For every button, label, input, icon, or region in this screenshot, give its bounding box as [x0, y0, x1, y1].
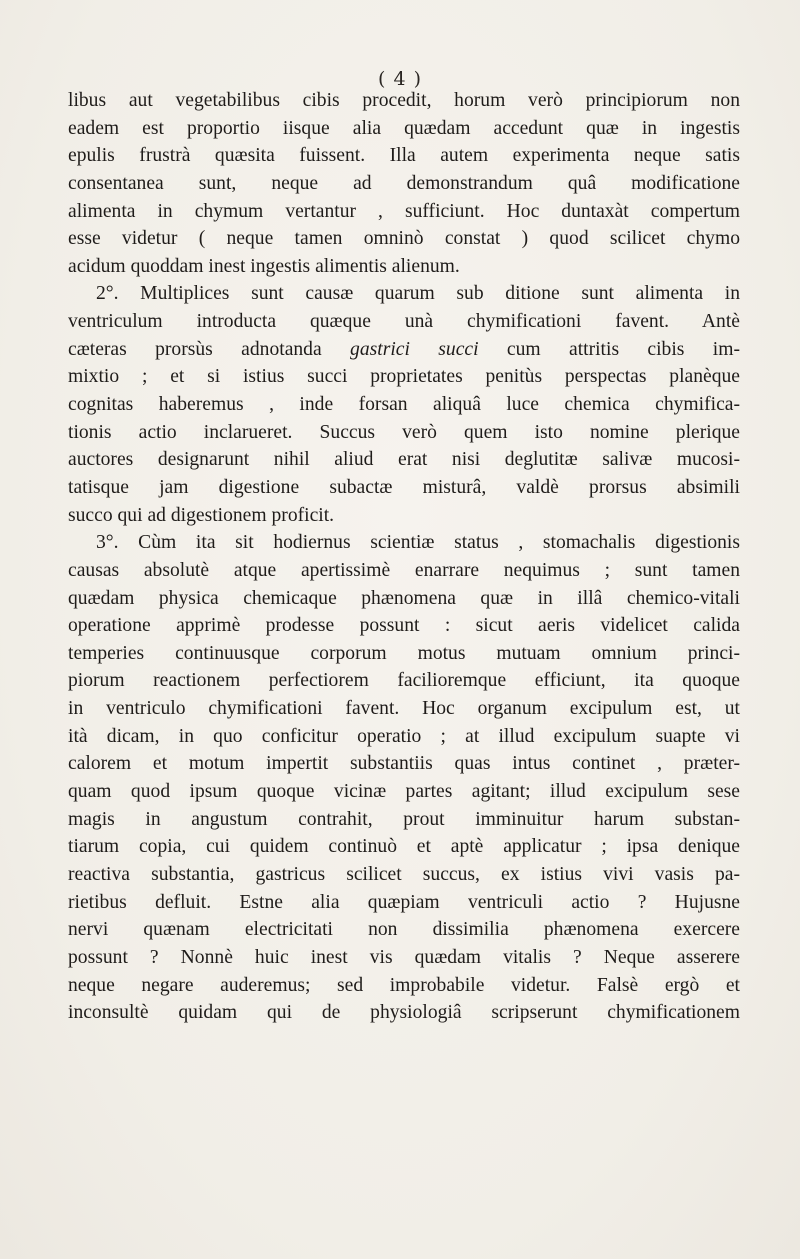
text-line-with-italic [68, 336, 740, 364]
italic-term: gastrici succi [350, 338, 479, 360]
text-line: in ventriculo chymificationi favent. Hoc organum excipulum est, ut [68, 698, 740, 720]
text-line: epulis frustrà quæsita fuissent. Illa autem experimenta neque satis [68, 145, 740, 167]
text-line: succo qui ad digestionem proficit. [68, 504, 335, 526]
text-line: alimenta in chymum vertantur , sufficiunt. Hoc duntaxàt compertum [68, 200, 740, 222]
text-line: ventriculum introducta quæque unà chymificationi favent. Antè [68, 311, 740, 333]
text-line: inconsultè quidam qui de physiologiâ scripserunt chymificationem [68, 1002, 740, 1024]
text-line: mixtio ; et si istius succi proprietates penitùs perspectas planèque [68, 366, 740, 388]
text-line: consentanea sunt, neque ad demonstrandum quâ modificatione [68, 172, 740, 194]
text-line: quædam physica chemicaque phænomena quæ in illâ chemico-vitali [68, 587, 740, 609]
text-line: nervi quænam electricitati non dissimilia phænomena exercere [68, 919, 740, 941]
text-line: eadem est proportio iisque alia quædam accedunt quæ in ingestis [68, 117, 740, 139]
text-line: auctores designarunt nihil aliud erat nisi deglutitæ salivæ mucosi- [68, 449, 740, 471]
text-line: libus aut vegetabilibus cibis procedit, horum verò principiorum non [68, 90, 740, 111]
text-line: tionis actio inclarueret. Succus verò quem isto nomine plerique [68, 421, 740, 443]
text-line: piorum reactionem perfectiorem facilioremque efficiunt, ita quoque [68, 670, 740, 692]
text-line: quam quod ipsum quoque vicinæ partes agitant; illud excipulum sese [68, 781, 740, 803]
text-line: neque negare auderemus; sed improbabile videtur. Falsè ergò et [68, 974, 740, 996]
page-number: ( 4 ) [378, 68, 422, 90]
body-text [68, 87, 740, 1027]
text-line: ità dicam, in quo conficitur operatio ; at illud excipulum suapte vi [68, 725, 740, 747]
text-line: acidum quoddam inest ingestis alimentis alienum. [68, 255, 460, 277]
text-line: operatione apprimè prodesse possunt : sicut aeris videlicet calida [68, 615, 740, 637]
paragraph-2-start: 2°. Multiplices sunt causæ quarum sub ditione sunt alimenta in [96, 283, 740, 305]
text-line: tatisque jam digestione subactæ misturâ, valdè prorsus absimili [68, 476, 740, 498]
text-line: esse videtur ( neque tamen omninò constat ) quod scilicet chymo [68, 228, 740, 250]
text-line: temperies continuusque corporum motus mutuam omnium princi- [68, 642, 740, 664]
paragraph-3-start: 3°. Cùm ita sit hodiernus scientiæ status , stomachalis digestionis [96, 532, 740, 554]
text-line: cognitas haberemus , inde forsan aliquâ luce chemica chymifica- [68, 394, 740, 416]
text-segment: cum attritis cibis im- [506, 338, 740, 360]
text-line: tiarum copia, cui quidem continuò et aptè applicatur ; ipsa denique [68, 836, 740, 858]
text-line: magis in angustum contrahit, prout imminuitur harum substan- [68, 808, 740, 830]
text-line: causas absolutè atque apertissimè enarrare nequimus ; sunt tamen [68, 559, 740, 581]
text-line: rietibus defluit. Estne alia quæpiam ventriculi actio ? Hujusne [68, 891, 740, 913]
text-line: reactiva substantia, gastricus scilicet succus, ex istius vivi vasis pa- [68, 863, 740, 885]
text-line: calorem et motum impertit substantiis quas intus continet , præter- [68, 753, 740, 775]
text-line: possunt ? Nonnè huic inest vis quædam vitalis ? Neque asserere [68, 946, 740, 968]
text-segment: cæteras prorsùs adnotanda [68, 338, 322, 360]
